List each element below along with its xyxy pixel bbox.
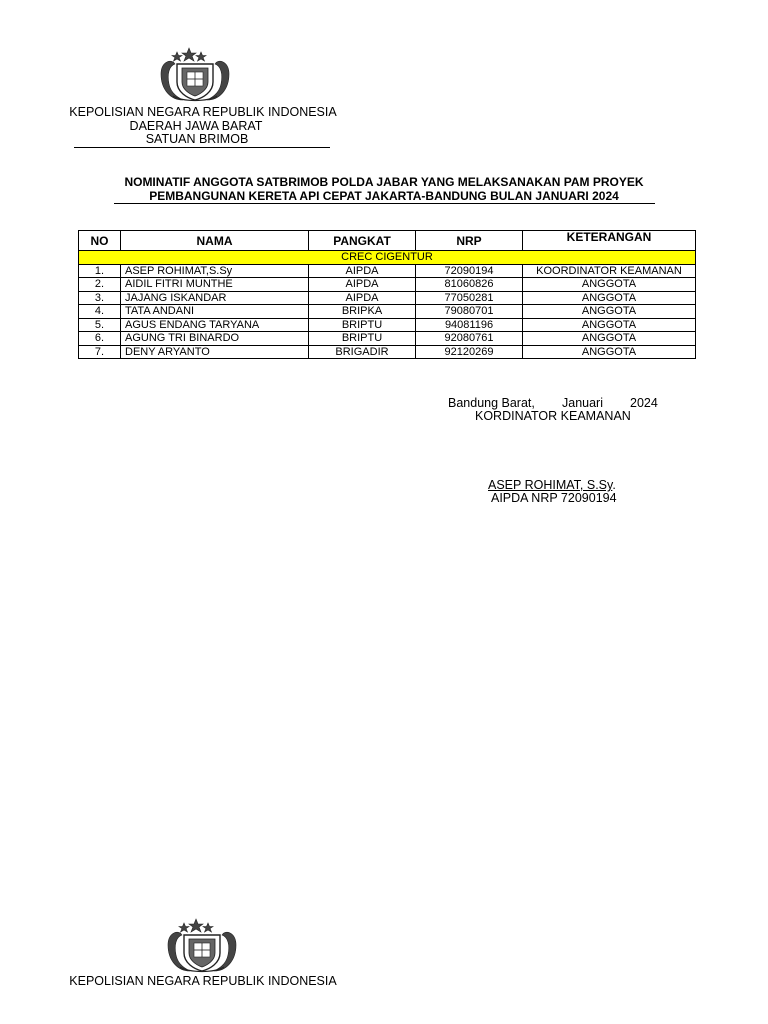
cell-nama: DENY ARYANTO xyxy=(121,345,309,359)
signature-role: KORDINATOR KEAMANAN xyxy=(475,409,631,423)
cell-keterangan: ANGGOTA xyxy=(523,318,696,332)
cell-nrp: 77050281 xyxy=(416,291,523,305)
cell-no: 7. xyxy=(79,345,121,359)
cell-nama: ASEP ROHIMAT,S.Sy xyxy=(121,264,309,278)
cell-keterangan: ANGGOTA xyxy=(523,332,696,346)
col-header-keterangan: KETERANGAN xyxy=(523,231,696,251)
cell-pangkat: AIPDA xyxy=(309,291,416,305)
table-row xyxy=(79,305,696,319)
group-row xyxy=(79,251,696,265)
cell-keterangan: ANGGOTA xyxy=(523,291,696,305)
cell-no: 5. xyxy=(79,318,121,332)
region-name: DAERAH JAWA BARAT xyxy=(129,119,263,133)
cell-keterangan: ANGGOTA xyxy=(523,345,696,359)
cell-nrp: 72090194 xyxy=(416,264,523,278)
unit-name: SATUAN BRIMOB xyxy=(145,132,249,146)
signature-name-suffix: . xyxy=(612,478,616,492)
cell-pangkat: AIPDA xyxy=(309,278,416,292)
cell-nama: JAJANG ISKANDAR xyxy=(121,291,309,305)
table-row xyxy=(79,332,696,346)
police-emblem-icon xyxy=(153,44,237,104)
cell-pangkat: BRIPTU xyxy=(309,332,416,346)
document-title-line-2: PEMBANGUNAN KERETA API CEPAT JAKARTA-BANDUNG BULAN JANUARI 2024 xyxy=(149,189,619,203)
table-row xyxy=(79,291,696,305)
cell-no: 3. xyxy=(79,291,121,305)
table-row xyxy=(79,264,696,278)
cell-keterangan: KOORDINATOR KEAMANAN xyxy=(523,264,696,278)
signature-year: 2024 xyxy=(630,396,658,410)
cell-nama: AGUS ENDANG TARYANA xyxy=(121,318,309,332)
signature-rank-nrp: AIPDA NRP 72090194 xyxy=(491,491,617,505)
cell-nrp: 79080701 xyxy=(416,305,523,319)
roster-table xyxy=(78,230,696,359)
table-row xyxy=(79,345,696,359)
cell-keterangan: ANGGOTA xyxy=(523,305,696,319)
title-underline xyxy=(114,203,655,204)
header-divider xyxy=(74,147,330,148)
cell-pangkat: BRIGADIR xyxy=(309,345,416,359)
cell-pangkat: BRIPKA xyxy=(309,305,416,319)
signature-name: ASEP ROHIMAT, S.Sy xyxy=(488,478,613,492)
document-title-line-1: NOMINATIF ANGGOTA SATBRIMOB POLDA JABAR YANG MELAKSANAKAN PAM PROYEK xyxy=(124,175,644,189)
cell-no: 1. xyxy=(79,264,121,278)
col-header-pangkat: PANGKAT xyxy=(309,231,416,251)
cell-keterangan: ANGGOTA xyxy=(523,278,696,292)
cell-pangkat: AIPDA xyxy=(309,264,416,278)
signature-place: Bandung Barat, xyxy=(448,396,535,410)
col-header-no: NO xyxy=(79,231,121,251)
agency-name: KEPOLISIAN NEGARA REPUBLIK INDONESIA xyxy=(69,105,337,119)
cell-nrp: 92080761 xyxy=(416,332,523,346)
table-row xyxy=(79,318,696,332)
group-label: CREC CIGENTUR xyxy=(79,251,696,265)
cell-pangkat: BRIPTU xyxy=(309,318,416,332)
cell-nrp: 81060826 xyxy=(416,278,523,292)
police-emblem-icon xyxy=(160,915,244,975)
cell-nrp: 92120269 xyxy=(416,345,523,359)
signature-month: Januari xyxy=(562,396,603,410)
cell-nama: AIDIL FITRI MUNTHE xyxy=(121,278,309,292)
cell-no: 6. xyxy=(79,332,121,346)
cell-no: 4. xyxy=(79,305,121,319)
cell-nama: TATA ANDANI xyxy=(121,305,309,319)
cell-nrp: 94081196 xyxy=(416,318,523,332)
table-header-row xyxy=(79,231,696,251)
col-header-nama: NAMA xyxy=(121,231,309,251)
table-row xyxy=(79,278,696,292)
col-header-nrp: NRP xyxy=(416,231,523,251)
cell-nama: AGUNG TRI BINARDO xyxy=(121,332,309,346)
footer-agency-name: KEPOLISIAN NEGARA REPUBLIK INDONESIA xyxy=(69,974,337,988)
cell-no: 2. xyxy=(79,278,121,292)
